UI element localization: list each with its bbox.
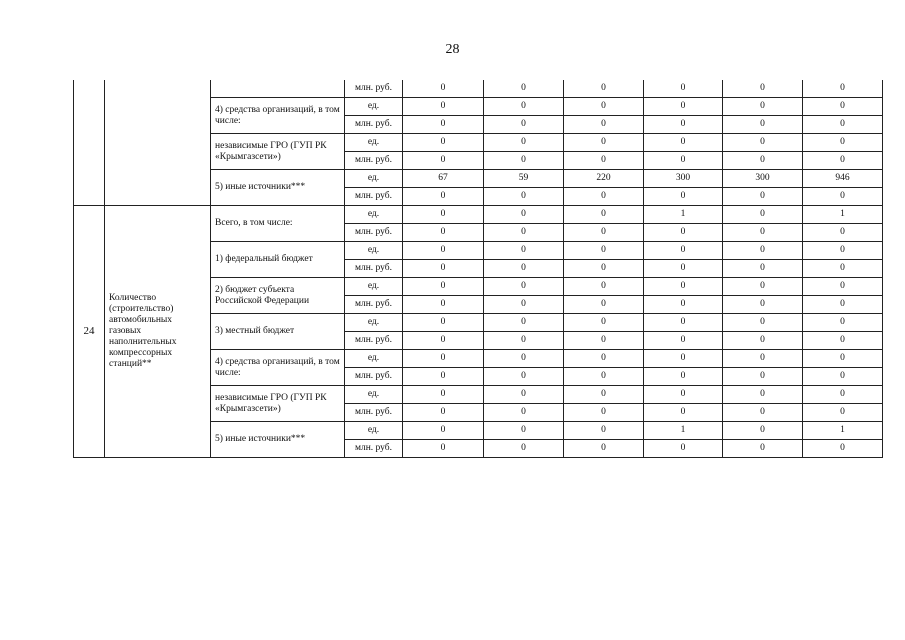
value-cell: 0 — [484, 260, 564, 278]
value-cell: 0 — [564, 116, 644, 134]
value-cell: 0 — [484, 332, 564, 350]
value-cell: 0 — [484, 98, 564, 116]
value-cell: 0 — [644, 350, 723, 368]
value-cell: 0 — [403, 314, 484, 332]
value-cell: 0 — [723, 242, 803, 260]
value-cell: 0 — [803, 134, 883, 152]
value-cell: 0 — [484, 314, 564, 332]
value-cell: 0 — [403, 206, 484, 224]
value-cell: 0 — [803, 314, 883, 332]
funding-source-cell — [211, 80, 345, 98]
value-cell: 0 — [564, 422, 644, 440]
value-cell: 0 — [644, 80, 723, 98]
value-cell: 220 — [564, 170, 644, 188]
funding-source-cell: 2) бюджет субъекта Российской Федерации — [211, 278, 345, 314]
page-number: 28 — [445, 42, 460, 57]
value-cell: 0 — [723, 332, 803, 350]
item-description-cell — [105, 80, 211, 206]
value-cell: 0 — [644, 332, 723, 350]
value-cell: 0 — [803, 188, 883, 206]
value-cell: 0 — [564, 440, 644, 458]
value-cell: 0 — [403, 386, 484, 404]
funding-source-cell: 4) средства организаций, в том числе: — [211, 350, 345, 386]
value-cell: 0 — [564, 152, 644, 170]
value-cell: 0 — [484, 206, 564, 224]
value-cell: 0 — [403, 440, 484, 458]
value-cell: 0 — [403, 296, 484, 314]
value-cell: 0 — [803, 386, 883, 404]
unit-cell: млн. руб. — [345, 80, 403, 98]
value-cell: 0 — [723, 314, 803, 332]
value-cell: 0 — [803, 242, 883, 260]
value-cell: 0 — [564, 314, 644, 332]
value-cell: 946 — [803, 170, 883, 188]
value-cell: 0 — [723, 386, 803, 404]
value-cell: 0 — [803, 440, 883, 458]
value-cell: 0 — [484, 188, 564, 206]
funding-source-cell: 5) иные источники*** — [211, 422, 345, 458]
value-cell: 0 — [484, 224, 564, 242]
value-cell: 0 — [803, 404, 883, 422]
value-cell: 300 — [723, 170, 803, 188]
value-cell: 0 — [484, 116, 564, 134]
funding-source-cell: Всего, в том числе: — [211, 206, 345, 242]
value-cell: 1 — [803, 422, 883, 440]
unit-cell: ед. — [345, 242, 403, 260]
value-cell: 0 — [564, 224, 644, 242]
value-cell: 0 — [723, 80, 803, 98]
value-cell: 0 — [564, 134, 644, 152]
unit-cell: млн. руб. — [345, 440, 403, 458]
value-cell: 0 — [803, 350, 883, 368]
funding-source-cell: независимые ГРО (ГУП РК «Крымгазсети») — [211, 134, 345, 170]
value-cell: 0 — [403, 224, 484, 242]
value-cell: 0 — [403, 242, 484, 260]
value-cell: 0 — [403, 404, 484, 422]
value-cell: 0 — [644, 116, 723, 134]
value-cell: 0 — [403, 350, 484, 368]
value-cell: 0 — [723, 260, 803, 278]
value-cell: 0 — [644, 152, 723, 170]
unit-cell: ед. — [345, 278, 403, 296]
value-cell: 1 — [803, 206, 883, 224]
unit-cell: млн. руб. — [345, 116, 403, 134]
item-description-cell: Количество (строительство) автомобильных газовых наполнительных компрессорных станций** — [105, 206, 211, 458]
value-cell: 1 — [644, 422, 723, 440]
value-cell: 0 — [723, 224, 803, 242]
value-cell: 0 — [484, 242, 564, 260]
value-cell: 0 — [564, 386, 644, 404]
unit-cell: млн. руб. — [345, 224, 403, 242]
value-cell: 0 — [564, 260, 644, 278]
value-cell: 0 — [723, 188, 803, 206]
value-cell: 0 — [564, 278, 644, 296]
value-cell: 0 — [564, 296, 644, 314]
funding-source-cell: 5) иные источники*** — [211, 170, 345, 206]
unit-cell: ед. — [345, 386, 403, 404]
value-cell: 0 — [564, 80, 644, 98]
value-cell: 0 — [803, 80, 883, 98]
unit-cell: ед. — [345, 350, 403, 368]
unit-cell: млн. руб. — [345, 296, 403, 314]
value-cell: 0 — [644, 404, 723, 422]
value-cell: 0 — [803, 260, 883, 278]
value-cell: 0 — [723, 152, 803, 170]
value-cell: 0 — [644, 296, 723, 314]
value-cell: 0 — [484, 152, 564, 170]
value-cell: 0 — [723, 422, 803, 440]
value-cell: 0 — [403, 332, 484, 350]
value-cell: 0 — [484, 368, 564, 386]
value-cell: 0 — [564, 332, 644, 350]
unit-cell: ед. — [345, 134, 403, 152]
value-cell: 0 — [484, 422, 564, 440]
item-number-cell: 24 — [74, 206, 105, 458]
value-cell: 0 — [403, 152, 484, 170]
value-cell: 0 — [644, 224, 723, 242]
funding-source-cell: 4) средства организаций, в том числе: — [211, 98, 345, 134]
value-cell: 0 — [723, 206, 803, 224]
value-cell: 0 — [484, 278, 564, 296]
unit-cell: млн. руб. — [345, 152, 403, 170]
value-cell: 0 — [403, 134, 484, 152]
value-cell: 0 — [803, 152, 883, 170]
value-cell: 0 — [403, 260, 484, 278]
value-cell: 0 — [723, 98, 803, 116]
value-cell: 0 — [484, 296, 564, 314]
unit-cell: ед. — [345, 422, 403, 440]
value-cell: 0 — [564, 188, 644, 206]
value-cell: 0 — [803, 98, 883, 116]
funding-table — [73, 80, 883, 458]
value-cell: 0 — [564, 242, 644, 260]
funding-source-cell: независимые ГРО (ГУП РК «Крымгазсети») — [211, 386, 345, 422]
value-cell: 0 — [803, 368, 883, 386]
value-cell: 0 — [484, 440, 564, 458]
value-cell: 0 — [403, 422, 484, 440]
value-cell: 0 — [484, 404, 564, 422]
item-number-cell — [74, 80, 105, 206]
value-cell: 0 — [644, 368, 723, 386]
value-cell: 0 — [403, 368, 484, 386]
value-cell: 0 — [723, 404, 803, 422]
value-cell: 0 — [484, 386, 564, 404]
value-cell: 0 — [803, 332, 883, 350]
value-cell: 0 — [644, 134, 723, 152]
table-body — [74, 80, 883, 458]
value-cell: 0 — [564, 98, 644, 116]
value-cell: 0 — [803, 278, 883, 296]
value-cell: 0 — [564, 350, 644, 368]
value-cell: 0 — [644, 386, 723, 404]
unit-cell: млн. руб. — [345, 260, 403, 278]
unit-cell: млн. руб. — [345, 368, 403, 386]
value-cell: 0 — [803, 116, 883, 134]
funding-source-cell: 3) местный бюджет — [211, 314, 345, 350]
value-cell: 0 — [723, 350, 803, 368]
value-cell: 0 — [723, 296, 803, 314]
value-cell: 0 — [564, 368, 644, 386]
value-cell: 0 — [564, 206, 644, 224]
value-cell: 0 — [723, 368, 803, 386]
value-cell: 0 — [723, 134, 803, 152]
value-cell: 0 — [484, 350, 564, 368]
value-cell: 0 — [644, 440, 723, 458]
value-cell: 0 — [403, 278, 484, 296]
value-cell: 0 — [723, 440, 803, 458]
value-cell: 0 — [403, 116, 484, 134]
value-cell: 0 — [644, 260, 723, 278]
unit-cell: млн. руб. — [345, 404, 403, 422]
unit-cell: млн. руб. — [345, 332, 403, 350]
value-cell: 0 — [484, 134, 564, 152]
value-cell: 0 — [403, 80, 484, 98]
unit-cell: ед. — [345, 98, 403, 116]
value-cell: 0 — [644, 314, 723, 332]
value-cell: 0 — [644, 98, 723, 116]
value-cell: 59 — [484, 170, 564, 188]
unit-cell: ед. — [345, 314, 403, 332]
value-cell: 0 — [723, 278, 803, 296]
value-cell: 0 — [723, 116, 803, 134]
value-cell: 0 — [484, 80, 564, 98]
value-cell: 1 — [644, 206, 723, 224]
value-cell: 0 — [803, 296, 883, 314]
table-row — [74, 206, 883, 224]
value-cell: 0 — [644, 278, 723, 296]
funding-source-cell: 1) федеральный бюджет — [211, 242, 345, 278]
unit-cell: ед. — [345, 206, 403, 224]
value-cell: 0 — [564, 404, 644, 422]
value-cell: 0 — [644, 242, 723, 260]
value-cell: 0 — [403, 98, 484, 116]
unit-cell: ед. — [345, 170, 403, 188]
value-cell: 0 — [644, 188, 723, 206]
unit-cell: млн. руб. — [345, 188, 403, 206]
table-row — [74, 80, 883, 98]
value-cell: 0 — [403, 188, 484, 206]
value-cell: 300 — [644, 170, 723, 188]
value-cell: 67 — [403, 170, 484, 188]
value-cell: 0 — [803, 224, 883, 242]
